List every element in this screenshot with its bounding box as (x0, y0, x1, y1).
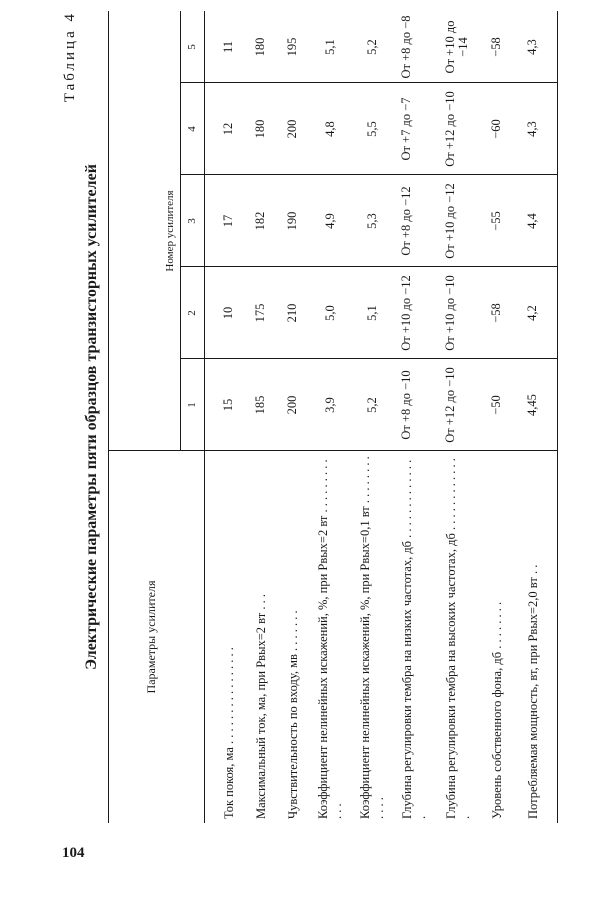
table-cell: 175 (253, 303, 267, 323)
table-cell: От +10 до −14 (443, 20, 470, 74)
table-cell: 4,4 (525, 213, 539, 229)
table-cell: От +10 до −10 (443, 275, 457, 351)
table-cell: 3,9 (323, 397, 337, 413)
table-cell: От +8 до −8 (399, 15, 413, 79)
row-param-name: Максимальный ток, ма, при Pвых=2 вт . . . (254, 594, 268, 819)
table-cell: 5,1 (365, 305, 379, 321)
table-cell: 182 (253, 211, 267, 231)
table-cell: 200 (285, 119, 299, 139)
table-cell: 5,2 (365, 39, 379, 55)
parameters-table (108, 11, 558, 823)
table-cell: 4,8 (323, 121, 337, 137)
table-cell: 17 (221, 214, 235, 228)
header-rule (204, 11, 205, 823)
header-rule (180, 11, 181, 451)
table-cell: От +12 до −10 (443, 367, 457, 443)
header-number-5: 5 (186, 44, 198, 50)
table-cell: От +7 до −7 (399, 97, 413, 161)
table-cell: 4,3 (525, 39, 539, 55)
table-cell: 180 (253, 119, 267, 139)
table-cell: 4,2 (525, 305, 539, 321)
table-cell: 11 (221, 40, 235, 54)
table-cell: 4,9 (323, 213, 337, 229)
table-cell: 185 (253, 395, 267, 415)
table-cell: От +8 до −12 (399, 186, 413, 256)
table-title: Электрические параметры пяти образцов транзисторных усилителей (83, 164, 100, 670)
table-cell: От +8 до −10 (399, 370, 413, 440)
header-number-2: 2 (186, 310, 198, 316)
page-number: 104 (62, 845, 85, 861)
row-param-name: Ток покоя, ма . . . . . . . . . . . . . . . . (222, 647, 236, 819)
table-cell: 5,3 (365, 213, 379, 229)
table-label: Таблица 4 (62, 11, 78, 103)
row-param-name: Коэффициент нелинейных искажений, %, при Pвых=2 вт . . . . . . . . . . . . (316, 459, 344, 819)
table-cell: −50 (489, 395, 503, 415)
table-cell: 180 (253, 37, 267, 57)
header-number-1: 1 (186, 402, 198, 408)
table-cell: 5,0 (323, 305, 337, 321)
row-param-name: Коэффициент нелинейных искажений, %, при Pвых=0,1 вт . . . . . . . . . . . . (358, 456, 386, 819)
table-cell: 12 (221, 122, 235, 136)
table-cell: От +10 до −12 (399, 275, 413, 351)
header-number-4: 4 (186, 126, 198, 132)
table-cell: −55 (489, 211, 503, 231)
table-cell: 5,2 (365, 397, 379, 413)
header-number-3: 3 (186, 218, 198, 224)
table-cell: 5,1 (323, 39, 337, 55)
table-cell: 4,3 (525, 121, 539, 137)
row-param-name: Уровень собственного фона, дб . . . . . . . . (490, 601, 504, 819)
table-cell: 190 (285, 211, 299, 231)
table-cell: −60 (489, 119, 503, 139)
table-cell: 15 (221, 398, 235, 412)
table-cell: 5,5 (365, 121, 379, 137)
table-cell: −58 (489, 37, 503, 57)
table-cell: От +12 до −10 (443, 91, 457, 167)
table-cell: От +10 до −12 (443, 183, 457, 259)
row-param-name: Потребляемая мощность, вт, при Pвых=2,0 вт . . (526, 564, 540, 819)
table-cell: 4,45 (525, 394, 539, 416)
table-cell: 210 (285, 303, 299, 323)
header-params: Параметры усилителя (144, 580, 158, 694)
table-cell: −58 (489, 303, 503, 323)
row-param-name: Глубина регулировки тембра на высоких частотах, дб . . . . . . . . . . . . . (444, 458, 472, 819)
rotated-table-area (62, 11, 600, 823)
row-param-name: Чувствительность по входу, мв . . . . . . . (286, 610, 300, 819)
table-cell: 10 (221, 306, 235, 320)
table-cell: 200 (285, 395, 299, 415)
header-group: Номер усилителя (164, 190, 176, 272)
table-cell: 195 (285, 37, 299, 57)
row-param-name: Глубина регулировки тембра на низких частотах, дб . . . . . . . . . . . . . . (400, 459, 428, 819)
